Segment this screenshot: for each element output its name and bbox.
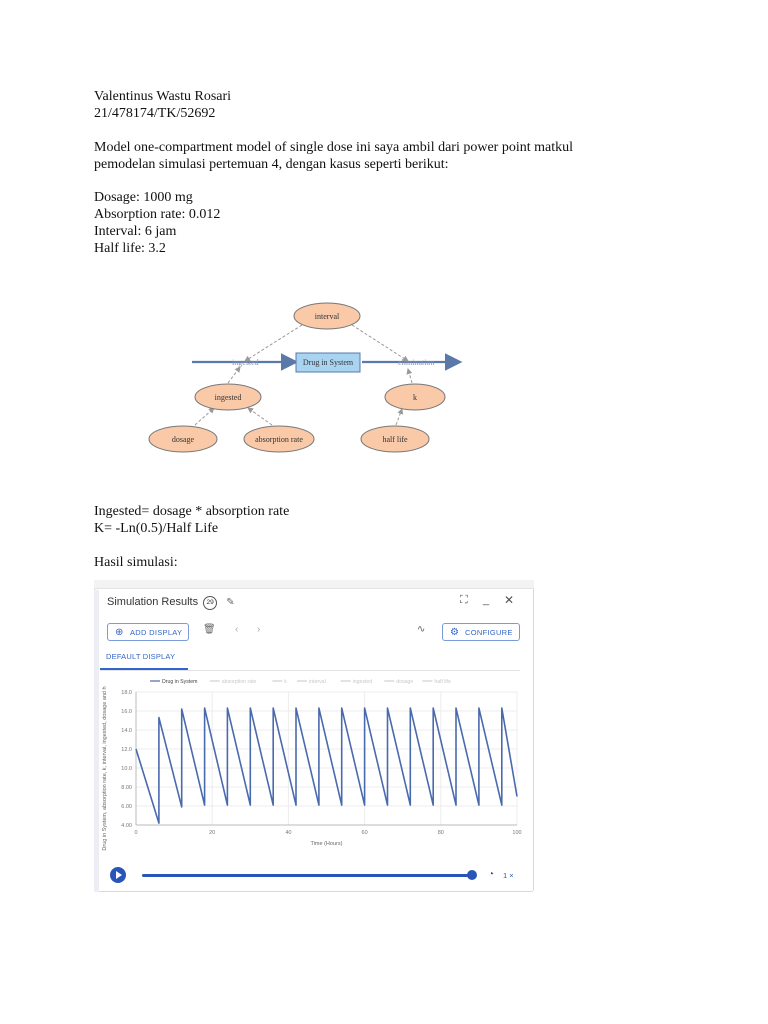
author-name: Valentinus Wastu Rosari bbox=[94, 89, 232, 104]
x-tick-label: 60 bbox=[361, 830, 368, 836]
legend-entry: half life bbox=[434, 679, 451, 685]
chevron-left-icon[interactable]: ‹ bbox=[235, 624, 239, 635]
minimize-icon[interactable]: _ bbox=[483, 594, 490, 606]
param-interval: Interval: 6 jam bbox=[94, 224, 177, 239]
legend-entry: interval bbox=[309, 679, 326, 685]
model-diagram bbox=[140, 295, 480, 465]
y-tick-label: 4.00 bbox=[121, 823, 132, 829]
trash-icon[interactable]: 🗑 bbox=[203, 624, 216, 635]
gear-icon: ⚙ bbox=[450, 627, 460, 638]
student-id: 21/478174/TK/52692 bbox=[94, 106, 216, 121]
x-tick-label: 0 bbox=[134, 830, 138, 836]
play-button[interactable] bbox=[110, 867, 126, 883]
x-tick-label: 20 bbox=[209, 830, 216, 836]
x-tick-label: 80 bbox=[437, 830, 444, 836]
panel-title: Simulation Results 29 ✎ bbox=[107, 596, 235, 608]
run-badge: 29 bbox=[203, 596, 217, 610]
y-tick-label: 18.0 bbox=[121, 690, 132, 696]
close-icon[interactable]: ✕ bbox=[504, 593, 515, 607]
y-axis-title: Drug in System, absorption rate, k, interval, ingested, dosage and h bbox=[102, 686, 108, 851]
param-absorption-rate: Absorption rate: 0.012 bbox=[94, 207, 221, 222]
y-tick-label: 6.00 bbox=[121, 804, 132, 810]
svg-text:half life: half life bbox=[382, 435, 408, 444]
playback-bar bbox=[94, 862, 534, 892]
legend-entry: k bbox=[284, 679, 287, 685]
svg-text:ingested: ingested bbox=[214, 393, 242, 402]
legend-entry: Drug in System bbox=[162, 679, 198, 685]
svg-text:Drug in System: Drug in System bbox=[302, 358, 354, 367]
tab-default-display[interactable]: DEFAULT DISPLAY bbox=[106, 652, 176, 661]
add-display-button[interactable]: ⊕ ADD DISPLAY bbox=[107, 623, 189, 641]
elimination-flow-label: elimination bbox=[398, 358, 435, 367]
intro-line-2: pemodelan simulasi pertemuan 4, dengan kasus seperti berikut: bbox=[94, 157, 449, 172]
formula-k: K= -Ln(0.5)/Half Life bbox=[94, 521, 219, 536]
simulation-results-panel bbox=[94, 580, 534, 892]
ingested-flow-label: ingested bbox=[232, 358, 259, 367]
speed-value[interactable]: 1 × bbox=[503, 871, 514, 880]
intro-line-1: Model one-compartment model of single dose ini saya ambil dari power point matkul bbox=[94, 140, 574, 155]
speedometer-icon[interactable]: ◔ bbox=[488, 869, 495, 880]
legend-entry: dosage bbox=[396, 679, 414, 685]
y-tick-label: 12.0 bbox=[121, 747, 132, 753]
y-tick-label: 10.0 bbox=[121, 766, 132, 772]
playback-track[interactable] bbox=[142, 874, 472, 877]
y-tick-label: 14.0 bbox=[121, 728, 132, 734]
x-tick-label: 40 bbox=[285, 830, 292, 836]
param-half-life: Half life: 3.2 bbox=[94, 241, 166, 256]
chevron-right-icon[interactable]: › bbox=[257, 624, 261, 635]
playback-handle[interactable] bbox=[467, 870, 477, 880]
x-tick-label: 100 bbox=[512, 830, 522, 836]
svg-text:interval: interval bbox=[314, 312, 340, 321]
svg-text:dosage: dosage bbox=[171, 435, 195, 444]
plus-circle-icon: ⊕ bbox=[115, 627, 124, 638]
expand-icon[interactable]: ⛶ bbox=[460, 594, 468, 606]
play-icon bbox=[116, 871, 122, 879]
curve-icon[interactable]: ∿ bbox=[417, 624, 426, 635]
formula-ingested: Ingested= dosage * absorption rate bbox=[94, 504, 290, 519]
pencil-icon[interactable]: ✎ bbox=[226, 597, 235, 608]
svg-text:absorption rate: absorption rate bbox=[255, 435, 303, 444]
configure-button[interactable]: ⚙ CONFIGURE bbox=[442, 623, 520, 641]
legend-entry: absorption rate bbox=[221, 679, 257, 685]
y-tick-label: 16.0 bbox=[121, 709, 132, 715]
x-axis-title: Time (Hours) bbox=[310, 841, 343, 847]
y-tick-label: 8.00 bbox=[121, 785, 132, 791]
results-heading: Hasil simulasi: bbox=[94, 555, 178, 570]
legend-entry: ingested bbox=[352, 679, 373, 685]
results-chart bbox=[94, 672, 534, 860]
param-dosage: Dosage: 1000 mg bbox=[94, 190, 193, 205]
svg-text:k: k bbox=[413, 393, 417, 402]
